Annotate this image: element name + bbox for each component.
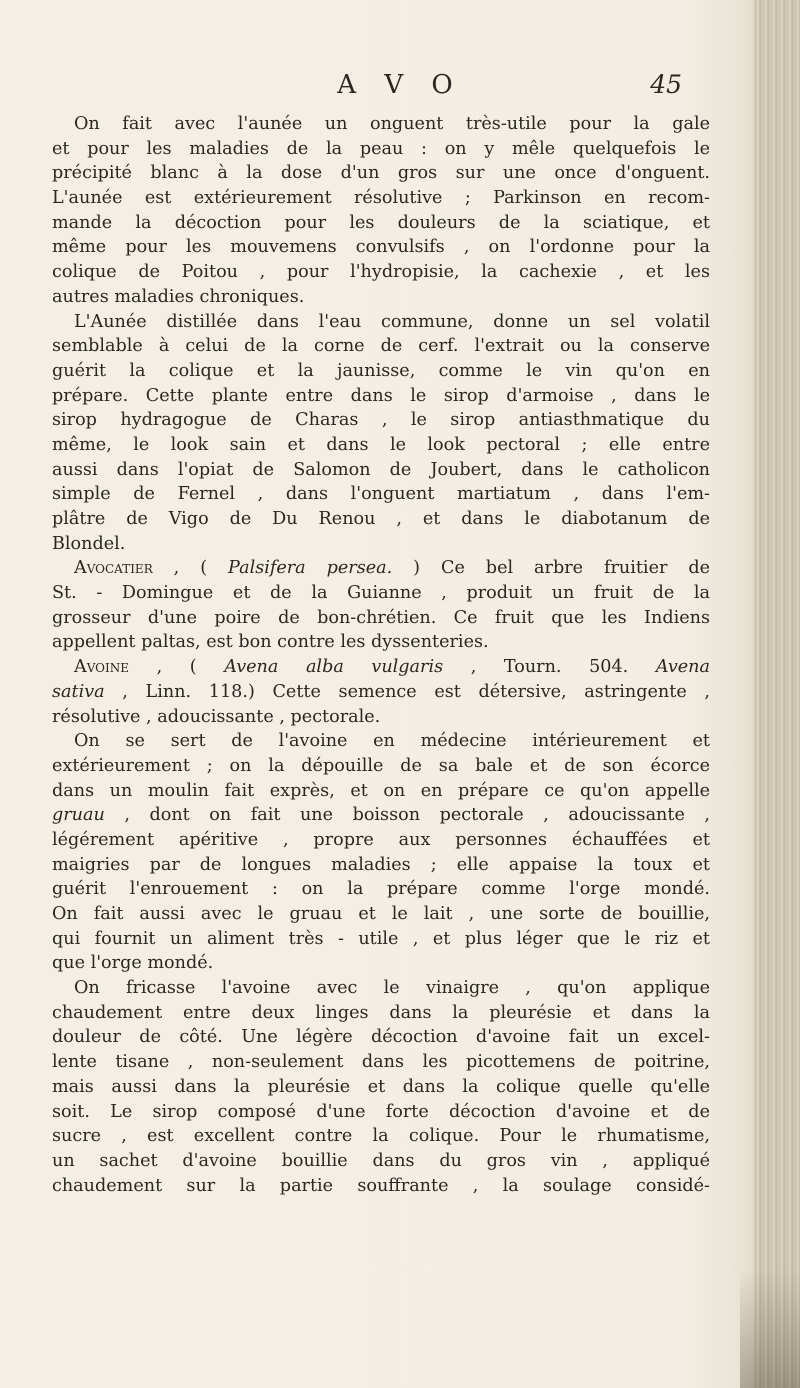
text-line: mande la décoction pour les douleurs de la sciatique, et [52,212,710,233]
text-line: et pour les maladies de la peau : on y mêle quelquefois le [52,138,710,159]
text-line: aussi dans l'opiat de Salomon de Joubert, dans le catholicon [52,459,710,480]
text-line: On fricasse l'avoine avec le vinaigre , qu'on applique [74,978,710,999]
text-line: chaudement entre deux linges dans la pleurésie et dans la [52,1002,710,1023]
text-line: semblable à celui de la corne de cerf. l'extrait ou la conserve [52,336,710,357]
text-line: soit. Le sirop composé d'une forte décoction d'avoine et de [52,1101,710,1122]
text-line: sirop hydragogue de Charas , le sirop antiasthmatique du [52,410,710,431]
text-line: Avoine , ( Avena alba vulgaris , Tourn. 504. Avena [74,657,710,678]
text-line: grosseur d'une poire de bon-chrétien. Ce fruit que les Indiens [52,607,710,628]
text-line: chaudement sur la partie souffrante , la soulage considé- [52,1175,710,1196]
text-line: douleur de côté. Une légère décoction d'avoine fait un excel- [52,1027,710,1048]
text-line: gruau , dont on fait une boisson pectorale , adoucissante , [52,805,710,826]
text-line: On fait avec l'aunée un onguent très-utile pour la gale [74,114,710,134]
text-line: que l'orge mondé. [52,953,214,974]
text-line: même pour les mouvemens convulsifs , on l'ordonne pour la [52,237,710,258]
text-line: extérieurement ; on la dépouille de sa bale et de son écorce [52,755,710,776]
text-line: Avocatier , ( Palsifera persea. ) Ce bel arbre fruitier de [74,558,710,579]
text-line: mais aussi dans la pleurésie et dans la colique quelle qu'elle [52,1076,710,1097]
text-line: précipité blanc à la dose d'un gros sur une once d'onguent. [52,163,710,184]
text-line: qui fournit un aliment très - utile , et plus léger que le riz et [52,928,710,949]
text-line: même, le look sain et dans le look pectoral ; elle entre [52,434,710,455]
text-line: L'Aunée distillée dans l'eau commune, donne un sel volatil [74,311,710,332]
text-line: maigries par de longues maladies ; elle appaise la toux et [52,854,710,875]
page-number: 45 [650,70,682,99]
text-line: guérit la colique et la jaunisse, comme le vin qu'on en [52,360,710,381]
text-line: un sachet d'avoine bouillie dans du gros vin , appliqué [52,1150,710,1171]
body-text [52,112,710,1198]
page-edge-shadow [740,1268,800,1388]
text-line: dans un moulin fait exprès, et on en prépare ce qu'on appelle [52,780,710,801]
text-line: sativa , Linn. 118.) Cette semence est détersive, astringente , [52,681,710,702]
text-line: résolutive , adoucissante , pectorale. [52,706,381,727]
text-line: On se sert de l'avoine en médecine intérieurement et [74,731,710,752]
text-line: sucre , est excellent contre la colique. Pour le rhumatisme, [52,1126,710,1147]
text-line: L'aunée est extérieurement résolutive ; Parkinson en recom- [52,188,710,209]
text-line: guérit l'enrouement : on la prépare comme l'orge mondé. [52,879,710,900]
text-line: appellent paltas, est bon contre les dyssenteries. [52,632,489,653]
text-line: lente tisane , non-seulement dans les picottemens de poitrine, [52,1052,710,1073]
text-line: St. - Domingue et de la Guianne , produit un fruit de la [52,583,710,604]
text-line: On fait aussi avec le gruau et le lait , une sorte de bouillie, [52,904,710,924]
text-line: prépare. Cette plante entre dans le sirop d'armoise , dans le [52,385,710,406]
text-line: colique de Poitou , pour l'hydropisie, la cachexie , et les [52,262,710,283]
text-line: autres maladies chroniques. [52,286,305,307]
page-header [90,70,710,106]
text-line: plâtre de Vigo de Du Renou , et dans le diabotanum de [52,509,710,529]
text-line: légérement apéritive , propre aux personnes échauffées et [52,829,710,850]
text-line: simple de Fernel , dans l'onguent martiatum , dans l'em- [52,484,710,505]
page-edge [754,0,800,1388]
running-head: A V O [337,70,463,100]
text-line: Blondel. [52,533,126,554]
